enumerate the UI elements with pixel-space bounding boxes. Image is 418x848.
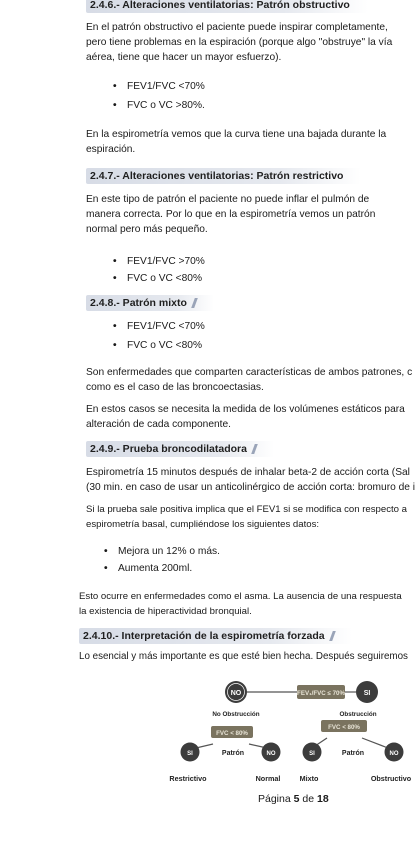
right-patron-label: Patrón [341,750,365,757]
left-si-node [181,743,200,762]
heading-2-4-9: 2.4.9.- Prueba broncodilatadora [86,441,274,457]
caption-no-obstruccion: No Obstrucción [212,711,260,718]
paragraph-interpretacion: Lo esencial y más importante es que esté bien hecha. Después seguiremos [79,651,408,662]
leaf-mixto: Mixto [299,774,319,783]
bullet-item: • FEV1/FVC <70% [127,321,205,332]
paragraph-obstructivo: En el patrón obstructivo el paciente puede inspirar completamente, pero tiene problemas en la espiración (porque algo "obstruye" la vía aérea, tiene que hacer un mayor esfuerzo). [86,22,393,63]
svg-text:FVC < 80%: FVC < 80% [216,730,248,737]
root-criterion-box [297,685,345,699]
left-criterion-box [211,726,253,738]
svg-text:NO: NO [266,751,276,757]
leaf-restrictivo: Restrictivo [169,774,207,783]
heading-2-4-8: 2.4.8.- Patrón mixto [86,295,214,311]
heading-2-4-10: 2.4.10.- Interpretación de la espirometría forzada [79,628,352,644]
svg-text:SI: SI [363,690,371,697]
paragraph-mixto: Son enfermedades que comparten características de ambos patrones, c como es el caso de las broncoectasias. [86,367,413,393]
paragraph-mixto-volumenes: En estos casos se necesita la medida de los volúmenes estáticos para alteración de cada componente. [86,404,405,430]
svg-text:NO: NO [389,751,399,757]
paragraph-restrictivo: En este tipo de patrón el paciente no puede inflar el pulmón de manera correcta. Por lo que en la espirometría vemos un patrón normal pero más pequeño. [86,194,376,235]
svg-text:FEV₁/FVC ≤ 70%: FEV₁/FVC ≤ 70% [297,690,345,697]
svg-text:SI: SI [187,751,193,757]
bullet-item: • FVC o VC <80% [127,340,202,351]
root-si-node [356,681,378,703]
svg-text:SI: SI [309,751,315,757]
right-no-node [385,743,404,762]
bullet-item: • FEV1/FVC >70% [127,256,205,267]
right-si-node [303,743,322,762]
leaf-normal: Normal [255,774,281,783]
right-criterion-box [321,720,367,732]
paragraph-asma: Esto ocurre en enfermedades como el asma. La ausencia de una respuesta la existencia de hiperactividad bronquial. [79,591,402,617]
bullet-item: • FVC o VC <80% [127,273,202,284]
bullet-item: • FVC o VC >80%. [127,100,205,111]
bullet-item: • Mejora un 12% o más. [118,546,220,557]
heading-2-4-6: 2.4.6.- Alteraciones ventilatorias: Patrón obstructivo [86,0,368,13]
bullet-item: • FEV1/FVC <70% [127,81,205,92]
heading-2-4-7: 2.4.7.- Alteraciones ventilatorias: Patrón restrictivo [86,168,361,184]
page-number: Página 5 de 18 [258,793,329,805]
leaf-obstructivo: Obstructivo [370,774,412,783]
paragraph-broncodilatadora: Espirometría 15 minutos después de inhalar beta-2 de acción corta (Sal (30 min. en caso de usar un anticolinérgico de acción corta: bromuro de i [86,467,416,493]
left-patron-label: Patrón [221,750,245,757]
left-no-node [262,743,281,762]
bullet-item: • Aumenta 200ml. [118,563,192,574]
root-no-node [225,681,247,703]
paragraph-prueba-positiva: Si la prueba sale positiva implica que el FEV1 si se modifica con respecto a espirometría basal, cumpliéndose los siguientes datos: [86,504,408,530]
paragraph-obstructivo-curva: En la espirometría vemos que la curva tiene una bajada durante la espiración. [86,129,387,155]
svg-text:NO: NO [230,690,242,697]
caption-obstruccion: Obstrucción [339,711,377,718]
svg-text:FVC < 80%: FVC < 80% [328,724,360,731]
